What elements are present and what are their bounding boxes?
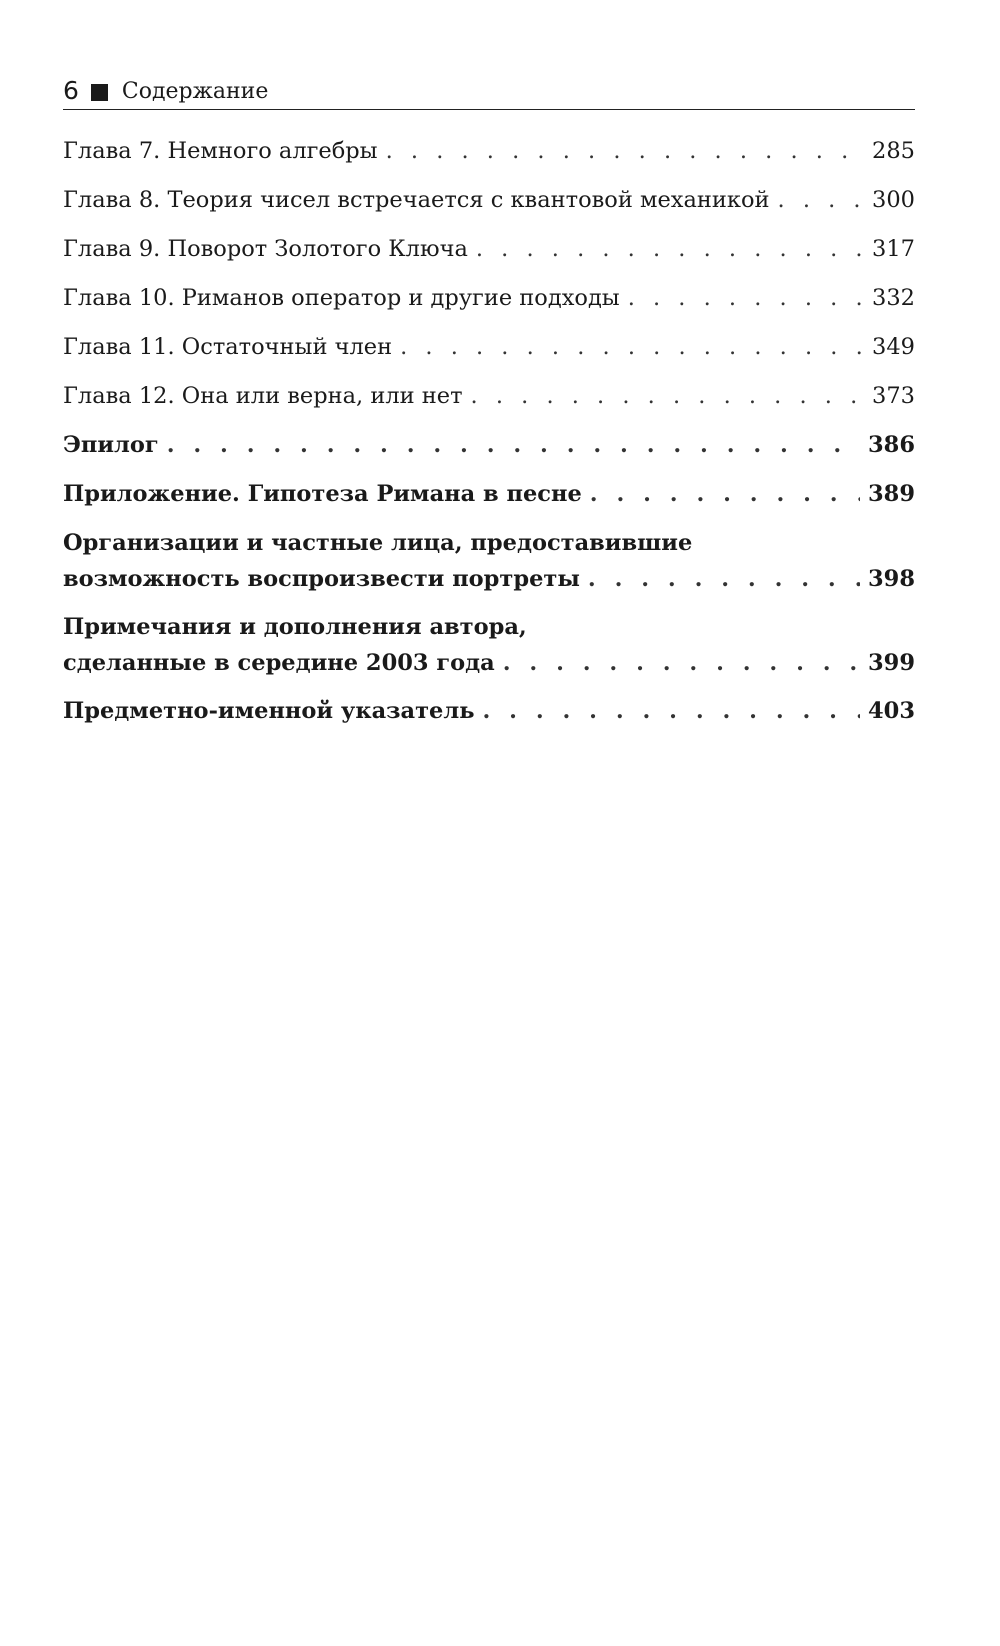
toc-entry-page: 398 [868,566,915,592]
toc-entry-page: 300 [872,187,915,213]
toc-entry-page: 332 [872,285,915,311]
dot-leader [482,693,860,729]
dot-leader [588,561,860,597]
toc-entry-page: 373 [872,383,915,409]
toc-entry-chapter-11 [63,329,915,365]
toc-entry-line2 [63,645,915,681]
toc-entry-chapter-9 [63,231,915,267]
dot-leader [503,645,860,681]
dot-leader [471,378,865,414]
section-title: Содержание [121,79,269,104]
toc-entry-label: Приложение. Гипотеза Римана в песне [63,481,582,507]
page-number: 6 [63,76,79,105]
dot-leader [400,329,864,365]
toc-entry-chapter-8 [63,182,915,218]
toc-entry-label: Эпилог [63,432,159,458]
toc-entry-page: 403 [868,698,915,724]
toc-entry-appendix [63,476,915,512]
toc-entry-page: 349 [872,334,915,360]
toc-entry-label: Глава 8. Теория чисел встречается с квантовой механикой [63,187,770,213]
black-square-icon [91,84,108,101]
toc-entry-label: Глава 12. Она или верна, или нет [63,383,463,409]
toc-entry-label: Глава 11. Остаточный член [63,334,393,360]
toc-entry-chapter-10 [63,280,915,316]
toc-entry-label: Глава 7. Немного алгебры [63,138,378,164]
dot-leader [778,182,865,218]
dot-leader [590,476,860,512]
toc-entry-label-line2: возможность воспроизвести портреты [63,566,580,592]
toc-entry-page: 399 [868,650,915,676]
dot-leader [628,280,864,316]
toc-entry-page: 386 [868,432,915,458]
toc-entry-page: 285 [872,138,915,164]
toc-entry-index [63,693,915,729]
toc-entry-label: Глава 10. Риманов оператор и другие подходы [63,285,620,311]
toc-entry-portrait-credits [63,525,915,597]
toc-entry-label: Предметно-именной указатель [63,698,475,724]
running-header [63,72,915,110]
dot-leader [167,427,860,463]
toc-entry-line2 [63,561,915,597]
toc-entry-label: Глава 9. Поворот Золотого Ключа [63,236,468,262]
toc-entry-page: 317 [872,236,915,262]
toc-entry-label-line2: сделанные в середине 2003 года [63,650,495,676]
toc-entry-author-notes [63,609,915,681]
toc-entry-page: 389 [868,481,915,507]
toc-entry-chapter-7 [63,133,915,169]
toc-entry-label-line1: Организации и частные лица, предоставившие [63,530,693,556]
toc-entry-chapter-12 [63,378,915,414]
toc-entry-epilogue [63,427,915,463]
table-of-contents [63,133,915,742]
dot-leader [476,231,864,267]
dot-leader [386,133,864,169]
toc-entry-label-line1: Примечания и дополнения автора, [63,614,527,640]
